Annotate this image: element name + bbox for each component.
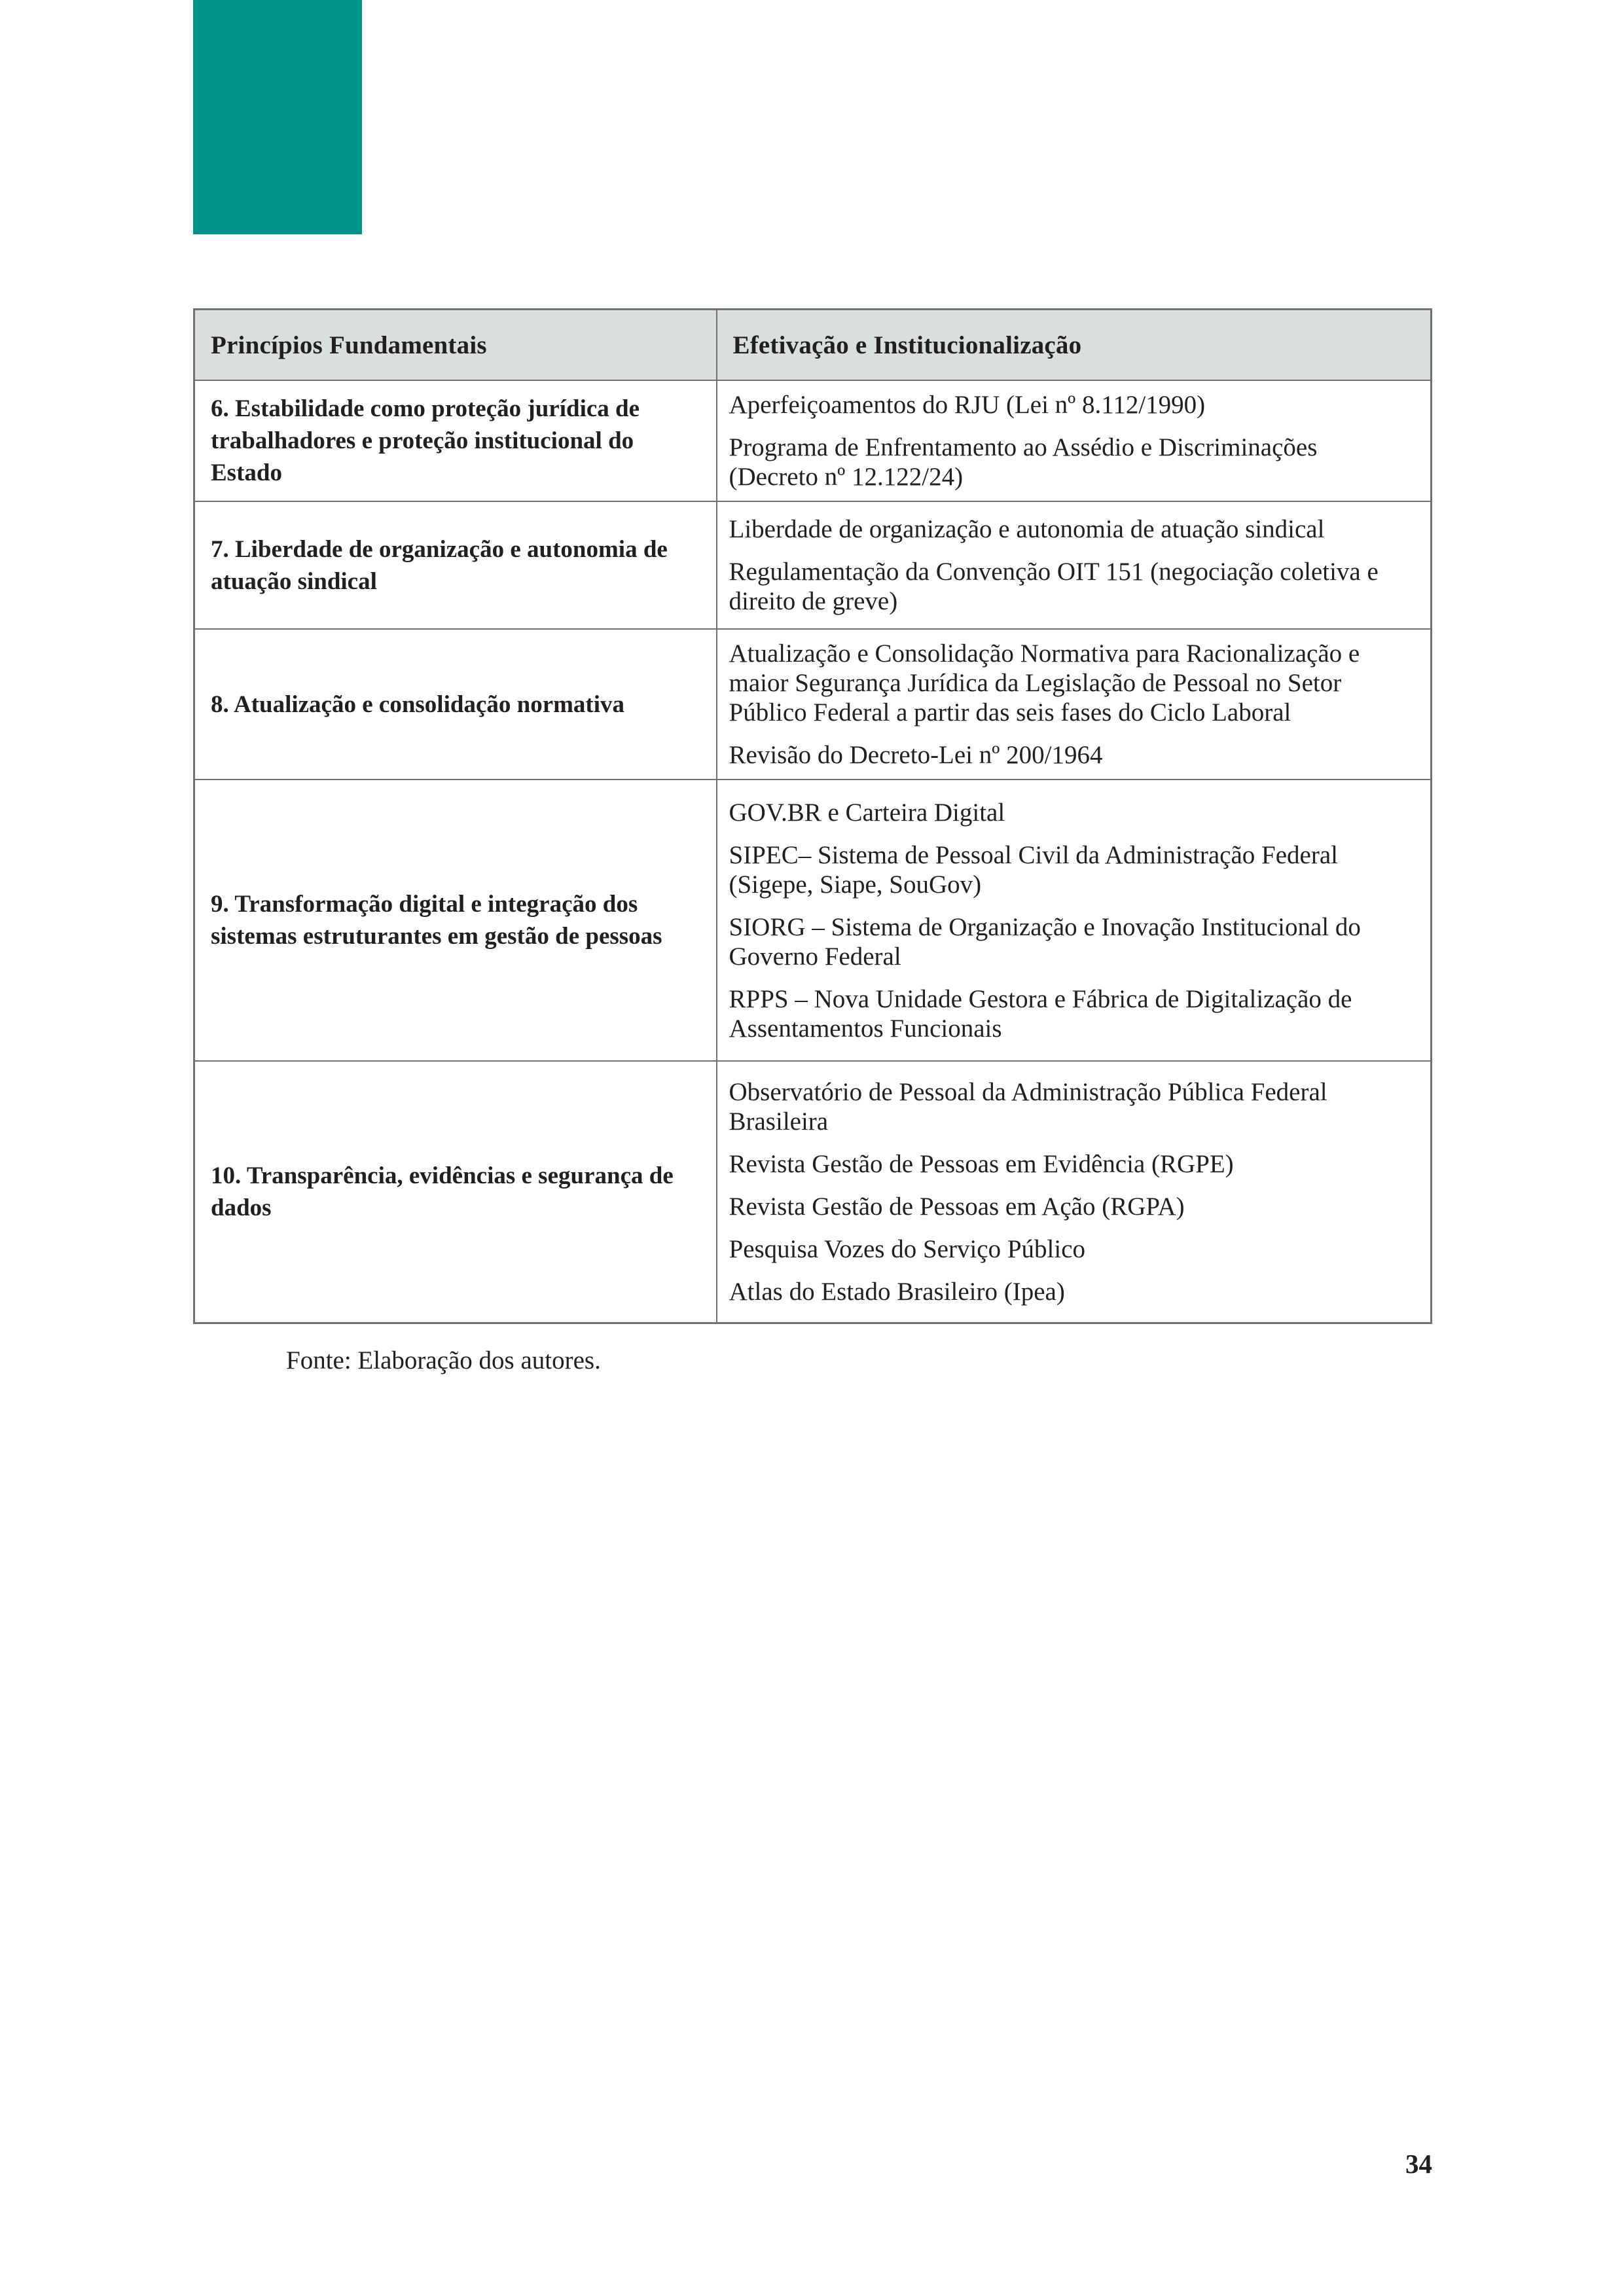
effectuation-item: SIPEC– Sistema de Pessoal Civil da Administração Federal (Sigepe, Siape, SouGov) <box>729 840 1338 899</box>
effectuation-cell <box>717 780 1432 1061</box>
principle-cell: 8. Atualização e consolidação normativa <box>194 629 717 780</box>
effectuation-item: GOV.BR e Carteira Digital <box>729 798 1005 827</box>
effectuation-cell <box>717 1061 1432 1323</box>
source-note: Fonte: Elaboração dos autores. <box>286 1346 601 1374</box>
effectuation-item: Atlas do Estado Brasileiro (Ipea) <box>729 1277 1065 1306</box>
principles-table-container <box>193 308 1430 1324</box>
effectuation-item: Aperfeiçoamentos do RJU (Lei nº 8.112/1990) <box>729 391 1206 419</box>
effectuation-item: RPPS – Nova Unidade Gestora e Fábrica de Digitalização de Assentamentos Funcionais <box>729 984 1352 1043</box>
table-row <box>194 780 1432 1061</box>
effectuation-cell <box>717 380 1432 501</box>
effectuation-item: Liberdade de organização e autonomia de atuação sindical <box>729 515 1325 543</box>
effectuation-item: SIORG – Sistema de Organização e Inovação Institucional do Governo Federal <box>729 912 1361 971</box>
effectuation-item: Observatório de Pessoal da Administração Pública Federal Brasileira <box>729 1077 1327 1136</box>
table-row <box>194 629 1432 780</box>
effectuation-item: Revisão do Decreto-Lei nº 200/1964 <box>729 741 1103 769</box>
column-header-principios: Princípios Fundamentais <box>194 310 717 381</box>
principles-table <box>193 308 1432 1324</box>
principle-cell: 10. Transparência, evidências e segurança de dados <box>194 1061 717 1323</box>
table-header <box>194 310 1432 381</box>
table-body <box>194 380 1432 1323</box>
effectuation-item: Programa de Enfrentamento ao Assédio e Discriminações (Decreto nº 12.122/24) <box>729 433 1318 491</box>
table-row <box>194 380 1432 501</box>
table-row <box>194 1061 1432 1323</box>
principle-cell: 7. Liberdade de organização e autonomia de atuação sindical <box>194 501 717 629</box>
effectuation-item: Atualização e Consolidação Normativa para Racionalização e maior Segurança Jurídica da Legislação de Pessoal no Setor Público Federal a partir das seis fases do Ciclo Laboral <box>729 639 1360 726</box>
effectuation-item: Regulamentação da Convenção OIT 151 (negociação coletiva e direito de greve) <box>729 558 1379 615</box>
table-row <box>194 501 1432 629</box>
effectuation-item: Revista Gestão de Pessoas em Ação (RGPA) <box>729 1192 1185 1221</box>
effectuation-cell <box>717 629 1432 780</box>
page-number: 34 <box>1405 2149 1432 2179</box>
effectuation-item: Revista Gestão de Pessoas em Evidência (RGPE) <box>729 1149 1234 1178</box>
effectuation-item: Pesquisa Vozes do Serviço Público <box>729 1234 1086 1263</box>
principle-cell: 9. Transformação digital e integração dos sistemas estruturantes em gestão de pessoas <box>194 780 717 1061</box>
table-header-row <box>194 310 1432 381</box>
principle-cell: 6. Estabilidade como proteção jurídica de trabalhadores e proteção institucional do Estado <box>194 380 717 501</box>
column-header-efetivacao: Efetivação e Institucionalização <box>717 310 1432 381</box>
effectuation-cell <box>717 501 1432 629</box>
teal-accent-block <box>193 0 362 234</box>
